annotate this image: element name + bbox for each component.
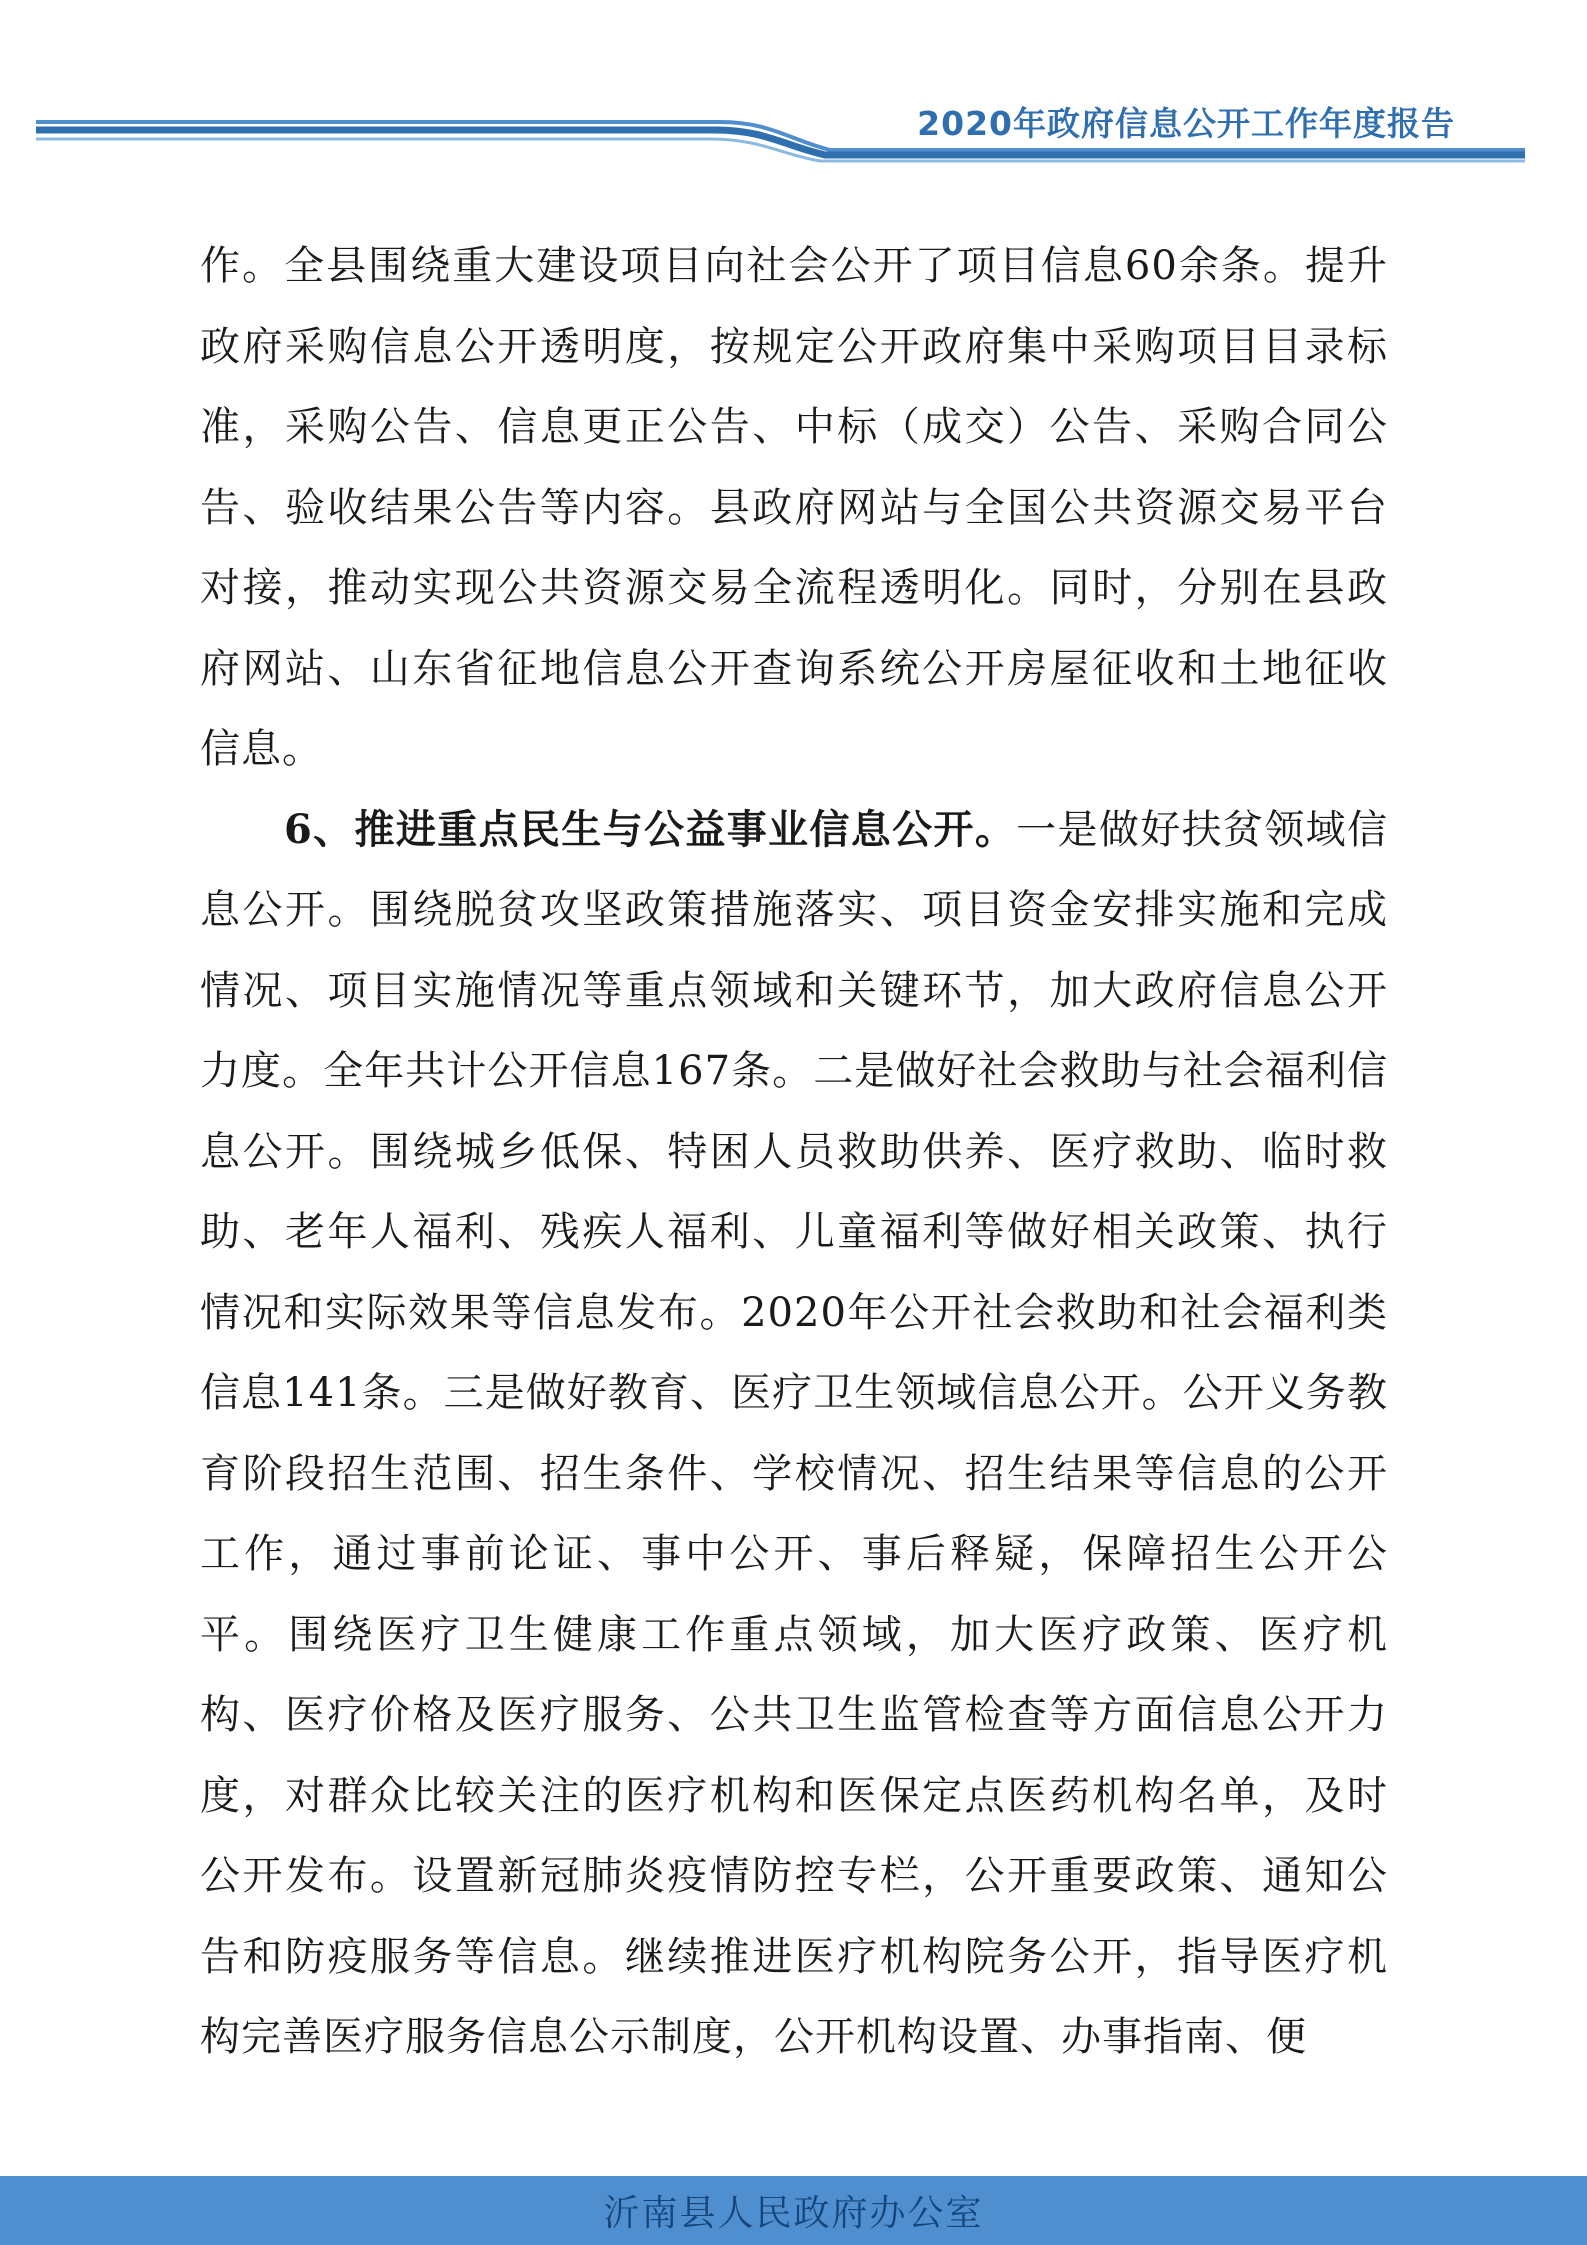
page-header <box>0 0 1587 175</box>
section-6-text: 一是做好扶贫领域信息公开。围绕脱贫攻坚政策措施落实、项目资金安排实施和完成情况、项目实施情况等重点领域和关键环节，加大政府信息公开力度。全年共计公开信息167条。二是做好社会救助与社会福利信息公开。围绕城乡低保、特困人员救助供养、医疗救助、临时救助、老年人福利、残疾人福利、儿童福利等做好相关政策、执行情况和实际效果等信息发布。2020年公开社会救助和社会福利类信息141条。三是做好教育、医疗卫生领域信息公开。公开义务教育阶段招生范围、招生条件、学校情况、招生结果等信息的公开工作，通过事前论证、事中公开、事后释疑，保障招生公开公平。围绕医疗卫生健康工作重点领域，加大医疗政策、医疗机构、医疗价格及医疗服务、公共卫生监管检查等方面信息公开力度，对群众比较关注的医疗机构和医保定点医药机构名单，及时公开发布。设置新冠肺炎疫情防控专栏，公开重要政策、通知公告和防疫服务等信息。继续推进医疗机构院务公开，指导医疗机构完善医疗服务信息公示制度，公开机构设置、办事指南、便 <box>200 806 1388 2060</box>
page-footer <box>0 2176 1587 2245</box>
report-title: 2020年政府信息公开工作年度报告 <box>917 104 1455 143</box>
footer-office-name: 沂南县人民政府办公室 <box>603 2193 984 2234</box>
continued-paragraph: 作。全县围绕重大建设项目向社会公开了项目信息60余条。提升政府采购信息公开透明度，按规定公开政府集中采购项目目录标准，采购公告、信息更正公告、中标（成交）公告、采购合同公告、验收结果公告等内容。县政府网站与全国公共资源交易平台对接，推动实现公共资源交易全流程透明化。同时，分别在县政府网站、山东省征地信息公开查询系统公开房屋征收和土地征收信息。 <box>200 243 1388 772</box>
body-text <box>200 226 1388 2078</box>
section-6-paragraph <box>200 790 1388 2078</box>
header-swoosh-decoration <box>0 0 1587 175</box>
section-6-heading: 6、推进重点民生与公益事业信息公开。 <box>284 805 1017 853</box>
